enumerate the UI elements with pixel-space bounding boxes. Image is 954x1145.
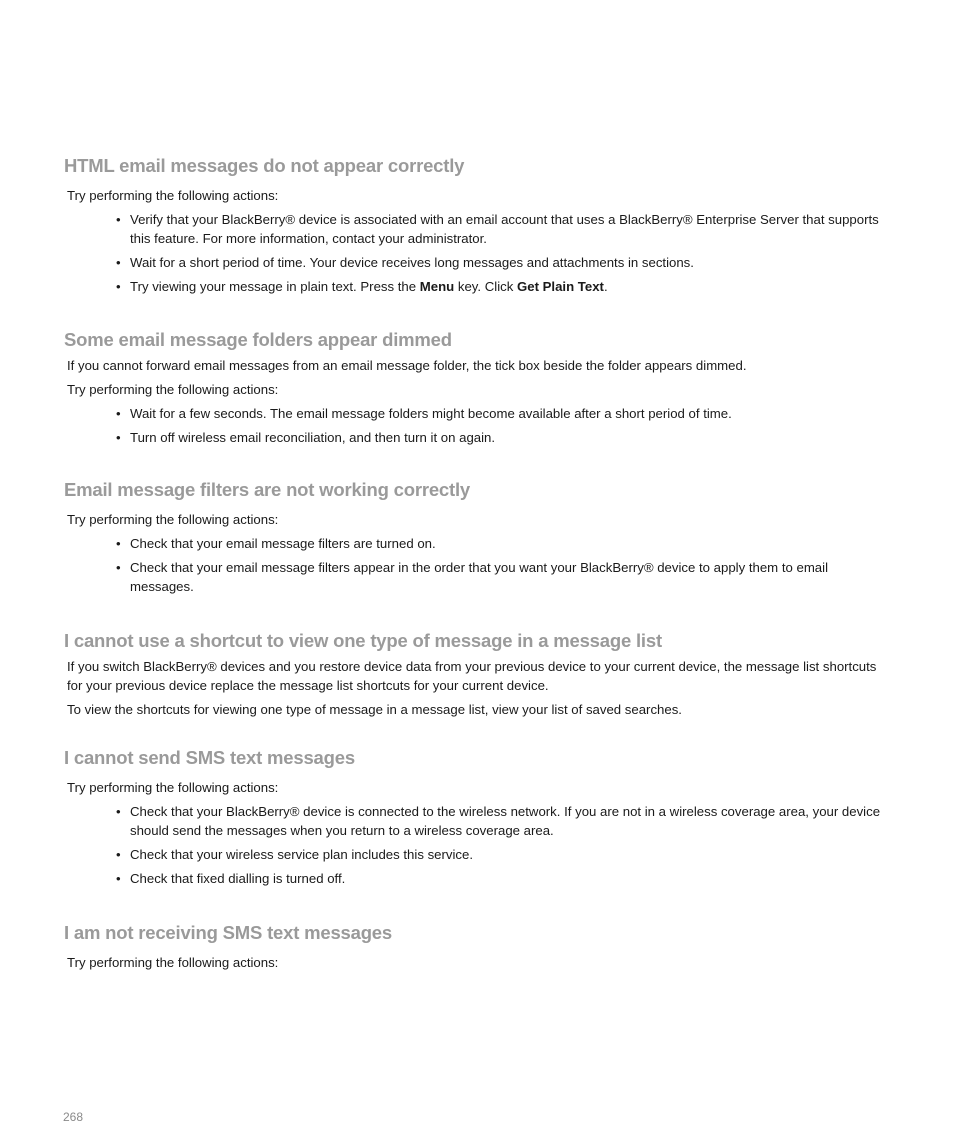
- section-heading: I cannot use a shortcut to view one type of message in a message list: [64, 630, 662, 651]
- section-heading: I cannot send SMS text messages: [64, 747, 355, 768]
- section-html-email: [64, 155, 894, 296]
- list-item: [130, 277, 894, 296]
- list-item-text: Try viewing your message in plain text. Press the: [130, 279, 420, 294]
- page-number: 268: [63, 1110, 84, 1124]
- list-item-text: key. Click: [454, 279, 517, 294]
- intro-text: Try performing the following actions:: [67, 188, 279, 203]
- get-plain-text-label: Get Plain Text: [516, 279, 604, 294]
- section-dimmed-folders: [64, 329, 894, 447]
- section-send-sms: [64, 747, 894, 888]
- section-heading: Email message filters are not working correctly: [64, 479, 470, 500]
- body-text: To view the shortcuts for viewing one type of message in a message list, view your list of saved searches.: [67, 702, 682, 717]
- list-item: • Wait for a few seconds. The email message folders might become available after a short period of time.: [130, 404, 894, 423]
- section-filters: [64, 479, 894, 596]
- intro-text: Try performing the following actions:: [67, 780, 279, 795]
- section-receive-sms: [64, 922, 894, 972]
- section-heading: I am not receiving SMS text messages: [64, 922, 392, 943]
- list-item: • Wait for a short period of time. Your device receives long messages and attachments in sections.: [130, 253, 894, 272]
- action-list: [64, 534, 894, 596]
- list-item: • Check that your email message filters are turned on.: [130, 534, 894, 553]
- section-heading: Some email message folders appear dimmed: [64, 329, 452, 350]
- list-item-text: .: [603, 279, 608, 294]
- intro-text: Try performing the following actions:: [67, 955, 279, 970]
- list-item: • Check that your wireless service plan includes this service.: [130, 845, 894, 864]
- body-text: If you switch BlackBerry® devices and you restore device data from your previous device to your current device, the message list shortcuts for your previous device replace the message list shortcuts for your current device.: [67, 659, 877, 693]
- list-item: • Check that your BlackBerry® device is connected to the wireless network. If you are not in a wireless coverage area, your device should send the messages when you return to a wireless coverage area.: [130, 802, 894, 840]
- list-item: • Check that your email message filters appear in the order that you want your BlackBerry® device to apply them to email messages.: [130, 558, 894, 596]
- section-shortcut: [64, 630, 894, 719]
- section-heading: HTML email messages do not appear correctly: [64, 155, 465, 176]
- intro-text: Try performing the following actions:: [67, 512, 279, 527]
- menu-key-label: Menu: [419, 279, 455, 294]
- list-item: • Check that fixed dialling is turned off.: [130, 869, 894, 888]
- list-item: • Turn off wireless email reconciliation, and then turn it on again.: [130, 428, 894, 447]
- body-text: If you cannot forward email messages from an email message folder, the tick box beside the folder appears dimmed.: [67, 358, 747, 373]
- action-list: [64, 210, 894, 296]
- intro-text: Try performing the following actions:: [67, 382, 279, 397]
- action-list: [64, 404, 894, 447]
- list-item: • Verify that your BlackBerry® device is associated with an email account that uses a BlackBerry® Enterprise Server that supports this feature. For more information, contact your administrator.: [130, 210, 894, 248]
- action-list: [64, 802, 894, 888]
